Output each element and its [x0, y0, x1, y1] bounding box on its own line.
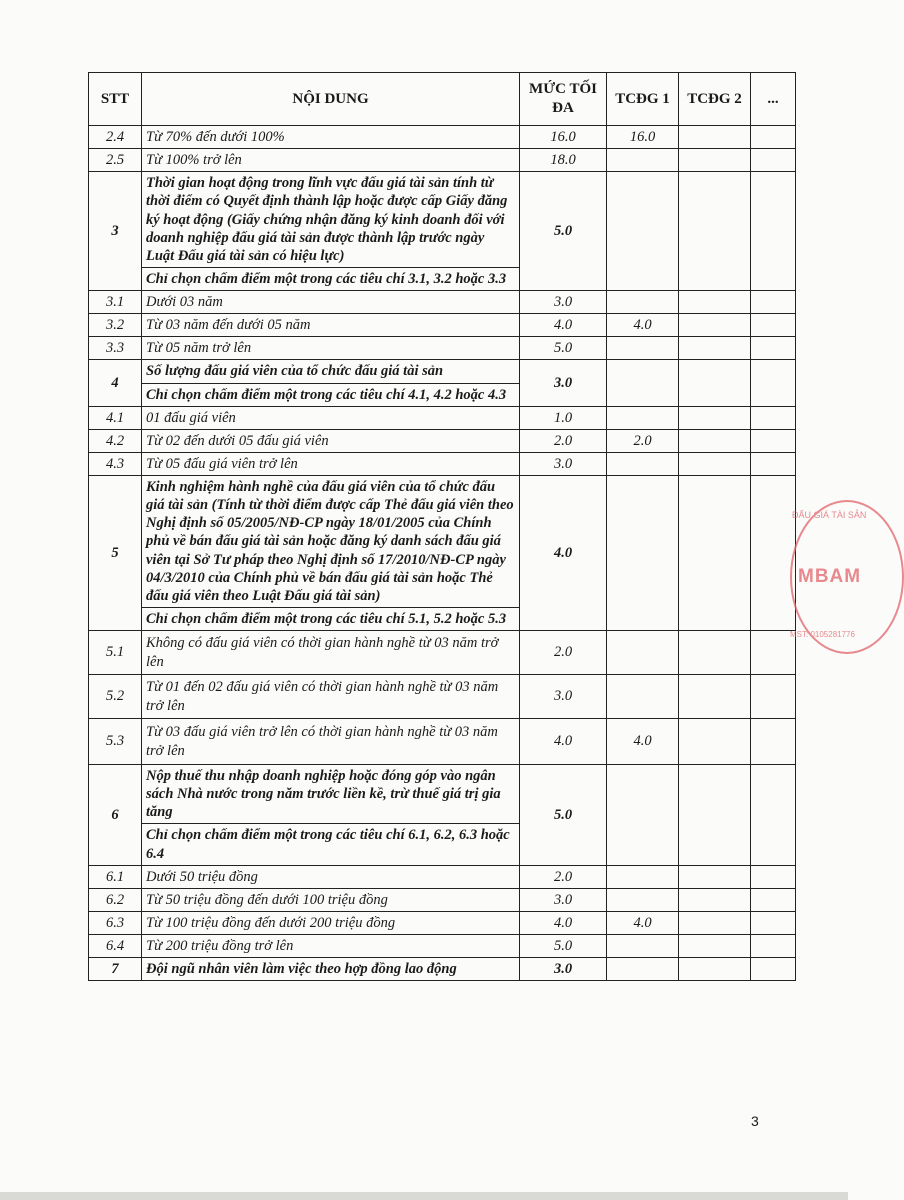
row-tcdg2-score [679, 631, 751, 675]
row-tcdg2-score [679, 291, 751, 314]
row-stt: 3.1 [89, 291, 142, 314]
row-tcdg1-score: 2.0 [607, 429, 679, 452]
header-more: ... [751, 73, 796, 126]
row-stt: 5.3 [89, 719, 142, 765]
row-content: Từ 200 triệu đồng trở lên [142, 935, 520, 958]
row-content: Đội ngũ nhân viên làm việc theo hợp đồng lao động [142, 958, 520, 981]
table-row [89, 865, 796, 888]
row-tcdg1-score: 4.0 [607, 719, 679, 765]
row-tcdg2-score [679, 406, 751, 429]
row-stt: 5.2 [89, 675, 142, 719]
row-tcdg1-score [607, 958, 679, 981]
row-extra-cell [751, 935, 796, 958]
row-tcdg2-score [679, 314, 751, 337]
row-tcdg1-score [607, 631, 679, 675]
row-content: Không có đấu giá viên có thời gian hành nghề từ 03 năm trở lên [142, 631, 520, 675]
row-note: Chỉ chọn chấm điểm một trong các tiêu chí 5.1, 5.2 hoặc 5.3 [142, 607, 520, 630]
stamp-logo-text: MBAM [798, 566, 862, 587]
row-content: Từ 05 năm trở lên [142, 337, 520, 360]
row-tcdg1-score [607, 865, 679, 888]
row-content: Dưới 03 năm [142, 291, 520, 314]
row-stt: 2.4 [89, 126, 142, 149]
table-row [89, 765, 796, 824]
row-tcdg2-score [679, 958, 751, 981]
row-content: Từ 70% đến dưới 100% [142, 126, 520, 149]
row-max-score: 2.0 [520, 429, 607, 452]
row-tcdg2-score [679, 719, 751, 765]
row-extra-cell [751, 911, 796, 934]
row-extra-cell [751, 675, 796, 719]
row-tcdg2-score [679, 476, 751, 631]
row-stt: 4.1 [89, 406, 142, 429]
row-extra-cell [751, 865, 796, 888]
row-max-score: 2.0 [520, 865, 607, 888]
row-extra-cell [751, 126, 796, 149]
row-extra-cell [751, 291, 796, 314]
table-row [89, 958, 796, 981]
table-row [89, 429, 796, 452]
table-row [89, 675, 796, 719]
row-max-score: 4.0 [520, 719, 607, 765]
row-extra-cell [751, 452, 796, 475]
row-max-score: 18.0 [520, 149, 607, 172]
row-max-score: 3.0 [520, 452, 607, 475]
row-tcdg1-score [607, 291, 679, 314]
row-tcdg2-score [679, 765, 751, 866]
row-stt: 4.2 [89, 429, 142, 452]
row-extra-cell [751, 765, 796, 866]
header-content: NỘI DUNG [142, 73, 520, 126]
table-row [89, 911, 796, 934]
table-row [89, 337, 796, 360]
header-max-score: MỨC TỐI ĐA [520, 73, 607, 126]
row-tcdg1-score [607, 888, 679, 911]
row-tcdg2-score [679, 675, 751, 719]
row-extra-cell [751, 360, 796, 406]
row-tcdg2-score [679, 360, 751, 406]
row-tcdg2-score [679, 149, 751, 172]
table-row [89, 935, 796, 958]
stamp-top-text: ĐẤU GIÁ TÀI SẢN [792, 510, 867, 520]
row-tcdg1-score [607, 406, 679, 429]
row-content: 01 đấu giá viên [142, 406, 520, 429]
row-note: Chỉ chọn chấm điểm một trong các tiêu chí 4.1, 4.2 hoặc 4.3 [142, 383, 520, 406]
row-content: Nộp thuế thu nhập doanh nghiệp hoặc đóng góp vào ngân sách Nhà nước trong năm trước liền kề, trừ thuế giá trị gia tăng [142, 765, 520, 824]
row-tcdg2-score [679, 935, 751, 958]
row-content: Từ 03 năm đến dưới 05 năm [142, 314, 520, 337]
table-row [89, 149, 796, 172]
evaluation-score-table [88, 72, 796, 981]
row-content: Số lượng đấu giá viên của tổ chức đấu giá tài sản [142, 360, 520, 383]
row-max-score: 5.0 [520, 337, 607, 360]
row-tcdg2-score [679, 865, 751, 888]
row-content: Thời gian hoạt động trong lĩnh vực đấu giá tài sản tính từ thời điểm có Quyết định thành lập hoặc được cấp Giấy đăng ký hoạt động (Giấy chứng nhận đăng ký kinh doanh đối với doanh nghiệp đấu giá tài sản được thành lập trước ngày Luật Đấu giá tài sản có hiệu lực) [142, 172, 520, 268]
table-row [89, 172, 796, 268]
row-extra-cell [751, 631, 796, 675]
row-max-score: 4.0 [520, 911, 607, 934]
table-row [89, 406, 796, 429]
row-tcdg1-score [607, 337, 679, 360]
row-max-score: 2.0 [520, 631, 607, 675]
row-content: Kinh nghiệm hành nghề của đấu giá viên của tổ chức đấu giá tài sản (Tính từ thời điểm được cấp Thẻ đấu giá viên theo Nghị định số 05/2005/NĐ-CP ngày 18/01/2005 của Chính phủ về bán đấu giá tài sản hoặc đăng ký danh sách đấu giá viên tại Sở Tư pháp theo Nghị định số 17/2010/NĐ-CP ngày 04/3/2010 của Chính phủ về bán đấu giá tài sản hoặc Thẻ đấu giá viên theo Luật Đấu giá tài sản) [142, 476, 520, 608]
table-row [89, 452, 796, 475]
row-tcdg1-score [607, 935, 679, 958]
row-tcdg2-score [679, 429, 751, 452]
row-tcdg1-score [607, 765, 679, 866]
row-stt: 4 [89, 360, 142, 406]
row-tcdg2-score [679, 888, 751, 911]
row-max-score: 5.0 [520, 172, 607, 291]
row-stt: 5.1 [89, 631, 142, 675]
row-content: Từ 02 đến dưới 05 đấu giá viên [142, 429, 520, 452]
header-stt: STT [89, 73, 142, 126]
row-tcdg1-score: 16.0 [607, 126, 679, 149]
row-content: Từ 05 đấu giá viên trở lên [142, 452, 520, 475]
row-stt: 4.3 [89, 452, 142, 475]
row-max-score: 4.0 [520, 476, 607, 631]
page-bottom-edge [0, 1192, 848, 1200]
row-stt: 5 [89, 476, 142, 631]
header-tcdg2: TCĐG 2 [679, 73, 751, 126]
row-tcdg1-score [607, 149, 679, 172]
row-extra-cell [751, 958, 796, 981]
table-header-row [89, 73, 796, 126]
row-stt: 6 [89, 765, 142, 866]
row-content: Từ 100 triệu đồng đến dưới 200 triệu đồng [142, 911, 520, 934]
row-max-score: 16.0 [520, 126, 607, 149]
row-note: Chỉ chọn chấm điểm một trong các tiêu chí 6.1, 6.2, 6.3 hoặc 6.4 [142, 824, 520, 865]
row-extra-cell [751, 314, 796, 337]
row-max-score: 3.0 [520, 360, 607, 406]
row-extra-cell [751, 149, 796, 172]
row-extra-cell [751, 476, 796, 631]
row-stt: 6.4 [89, 935, 142, 958]
row-max-score: 5.0 [520, 765, 607, 866]
row-tcdg1-score [607, 360, 679, 406]
row-extra-cell [751, 172, 796, 291]
row-max-score: 4.0 [520, 314, 607, 337]
row-tcdg1-score [607, 476, 679, 631]
row-note: Chỉ chọn chấm điểm một trong các tiêu chí 3.1, 3.2 hoặc 3.3 [142, 267, 520, 290]
row-content: Từ 50 triệu đồng đến dưới 100 triệu đồng [142, 888, 520, 911]
row-stt: 7 [89, 958, 142, 981]
row-extra-cell [751, 406, 796, 429]
row-extra-cell [751, 719, 796, 765]
row-stt: 6.2 [89, 888, 142, 911]
row-tcdg2-score [679, 452, 751, 475]
table-row [89, 291, 796, 314]
header-tcdg1: TCĐG 1 [607, 73, 679, 126]
row-content: Từ 01 đến 02 đấu giá viên có thời gian hành nghề từ 03 năm trở lên [142, 675, 520, 719]
row-stt: 6.1 [89, 865, 142, 888]
row-tcdg1-score [607, 452, 679, 475]
table-row [89, 476, 796, 608]
table-row [89, 719, 796, 765]
page-number: 3 [751, 1113, 759, 1129]
row-tcdg1-score: 4.0 [607, 911, 679, 934]
row-stt: 2.5 [89, 149, 142, 172]
row-max-score: 3.0 [520, 291, 607, 314]
row-max-score: 5.0 [520, 935, 607, 958]
row-content: Từ 100% trở lên [142, 149, 520, 172]
row-tcdg2-score [679, 911, 751, 934]
row-stt: 3.3 [89, 337, 142, 360]
row-extra-cell [751, 888, 796, 911]
row-max-score: 3.0 [520, 888, 607, 911]
stamp-tax-code: MST: 0105281776 [790, 630, 855, 639]
row-stt: 3 [89, 172, 142, 291]
table-row [89, 314, 796, 337]
row-tcdg1-score: 4.0 [607, 314, 679, 337]
table-row [89, 360, 796, 383]
table-row [89, 126, 796, 149]
row-extra-cell [751, 429, 796, 452]
row-tcdg2-score [679, 337, 751, 360]
company-seal-stamp [790, 500, 904, 654]
row-max-score: 3.0 [520, 675, 607, 719]
table-row [89, 888, 796, 911]
row-tcdg1-score [607, 172, 679, 291]
row-stt: 6.3 [89, 911, 142, 934]
row-tcdg2-score [679, 126, 751, 149]
row-tcdg2-score [679, 172, 751, 291]
row-content: Từ 03 đấu giá viên trở lên có thời gian hành nghề từ 03 năm trở lên [142, 719, 520, 765]
row-tcdg1-score [607, 675, 679, 719]
row-max-score: 1.0 [520, 406, 607, 429]
row-max-score: 3.0 [520, 958, 607, 981]
row-extra-cell [751, 337, 796, 360]
table-row [89, 631, 796, 675]
row-content: Dưới 50 triệu đồng [142, 865, 520, 888]
row-stt: 3.2 [89, 314, 142, 337]
